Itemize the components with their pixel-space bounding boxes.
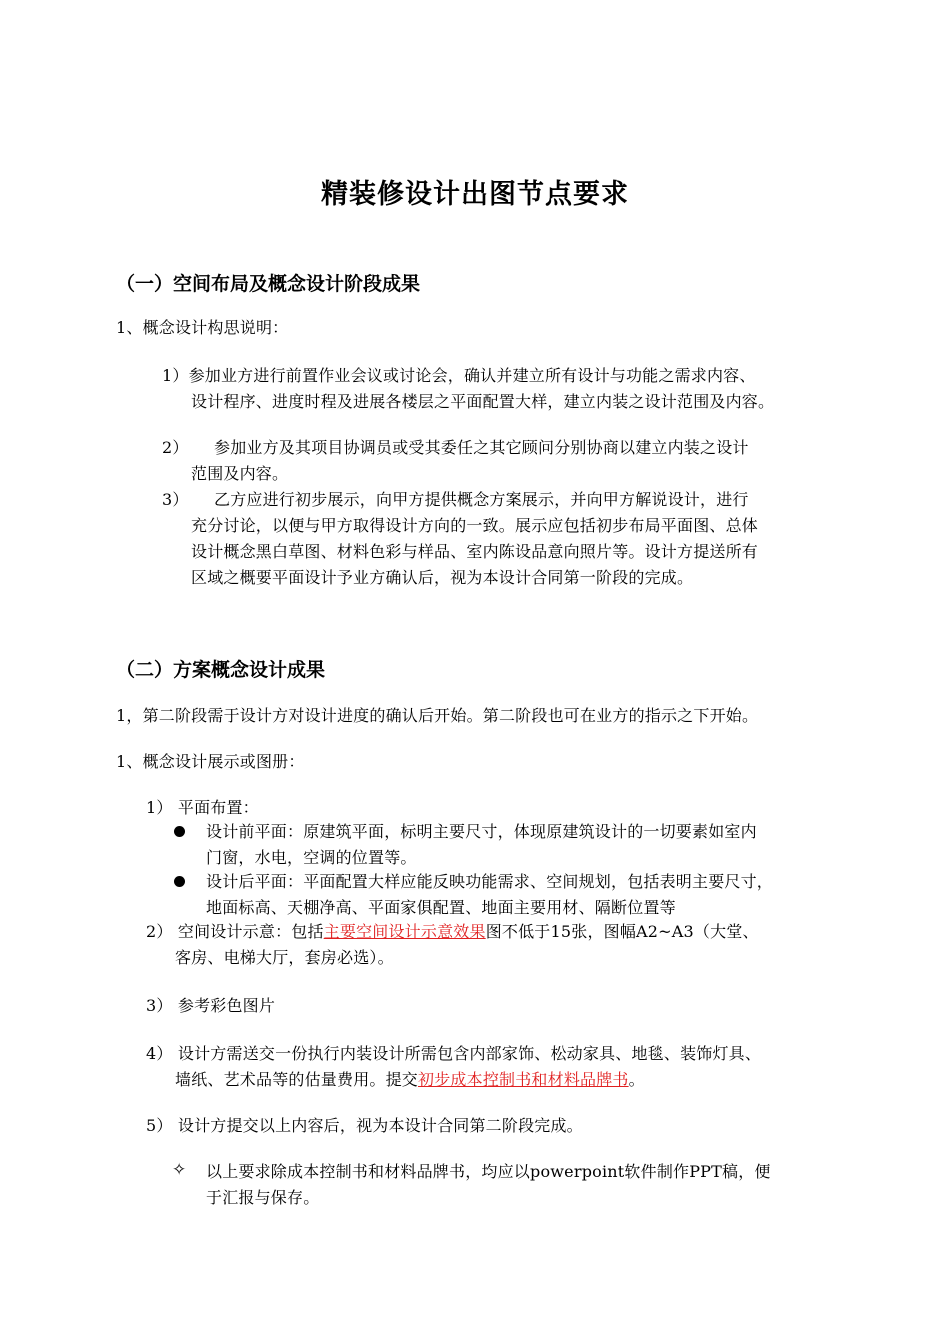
s2-item4-line1: 4） 设计方需送交一份执行内装设计所需包含内部家饰、松动家具、地毯、装饰灯具、 <box>146 1044 762 1063</box>
s2-bullet1-line2: 门窗，水电，空调的位置等。 <box>206 848 417 867</box>
page-title: 精装修设计出图节点要求 <box>321 179 629 210</box>
section2-intro: 1，第二阶段需于设计方对设计进度的确认后开始。第二阶段也可在业方的指示之下开始。 <box>116 706 759 725</box>
s2-item2-line2: 客房、电梯大厅，套房必选）。 <box>175 948 394 967</box>
s1-p3-line3: 设计概念黑白草图、材料色彩与样品、室内陈设品意向照片等。设计方提送所有 <box>191 542 759 561</box>
section2-item-label: 1、概念设计展示或图册： <box>116 752 305 771</box>
s2-item2-link[interactable]: 主要空间设计示意效果 <box>323 922 486 941</box>
section2-heading: （二）方案概念设计成果 <box>116 659 326 681</box>
s2-note-line1: 以上要求除成本控制书和材料品牌书，均应以powerpoint软件制作PPT稿，便 <box>206 1162 771 1181</box>
s1-p1-line2: 设计程序、进度时程及进展各楼层之平面配置大样，建立内装之设计范围及内容。 <box>191 392 775 411</box>
section1-item-label: 1、概念设计构思说明： <box>116 318 289 337</box>
diamond-bullet-icon: ✧ <box>172 1160 187 1180</box>
s1-p3-line4: 区域之概要平面设计予业方确认后，视为本设计合同第一阶段的完成。 <box>191 568 694 587</box>
s2-item2-line1 <box>146 919 759 945</box>
s1-p2-number: 2） <box>162 438 189 457</box>
s2-item1: 1） 平面布置： <box>146 798 259 817</box>
s2-bullet2-line2: 地面标高、天棚净高、平面家俱配置、地面主要用材、隔断位置等 <box>206 898 676 917</box>
s2-item4-suffix: 。 <box>628 1070 645 1089</box>
s2-item3: 3） 参考彩色图片 <box>146 996 276 1015</box>
s1-p3-line1: 乙方应进行初步展示，向甲方提供概念方案展示，并向甲方解说设计，进行 <box>214 490 749 509</box>
s2-bullet2-line1: 设计后平面：平面配置大样应能反映功能需求、空间规划，包括表明主要尺寸， <box>206 872 774 891</box>
s1-p3-number: 3） <box>162 490 189 509</box>
s2-item4-link[interactable]: 初步成本控制书和材料品牌书 <box>418 1070 629 1089</box>
s2-note-line2: 于汇报与保存。 <box>206 1188 320 1207</box>
s2-item2-suffix: 图不低于15张，图幅A2~A3（大堂、 <box>485 922 759 941</box>
section1-heading: （一）空间布局及概念设计阶段成果 <box>116 273 421 295</box>
bullet-icon <box>174 826 185 837</box>
bullet-icon <box>174 876 185 887</box>
s2-item5: 5） 设计方提交以上内容后，视为本设计合同第二阶段完成。 <box>146 1116 583 1135</box>
s2-bullet1-line1: 设计前平面：原建筑平面，标明主要尺寸，体现原建筑设计的一切要素如室内 <box>206 822 757 841</box>
s1-p3-line2: 充分讨论，以便与甲方取得设计方向的一致。展示应包括初步布局平面图、总体 <box>191 516 759 535</box>
s2-item2-prefix: 2） 空间设计示意：包括 <box>146 922 324 941</box>
s1-p1-line1: 1）参加业方进行前置作业会议或讨论会，确认并建立所有设计与功能之需求内容、 <box>162 366 756 385</box>
s1-p2-line1: 参加业方及其项目协调员或受其委任之其它顾问分别协商以建立内装之设计 <box>214 438 749 457</box>
s1-p2-line2: 范围及内容。 <box>191 464 289 483</box>
s2-item4-prefix: 墙纸、艺术品等的估量费用。提交 <box>175 1070 419 1089</box>
s2-item4-line2 <box>175 1067 645 1093</box>
